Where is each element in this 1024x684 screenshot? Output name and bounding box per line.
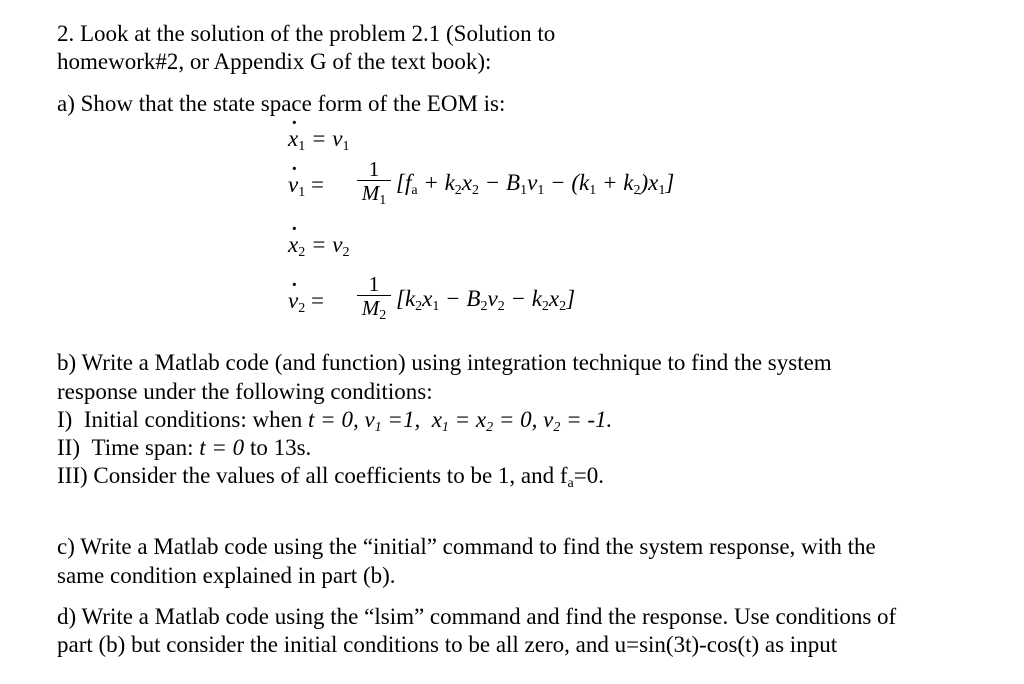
part-d-line-2: part (b) but consider the initial conditions to be all zero, and u=sin(3t)-cos(t) as input [57,632,838,657]
equation-1 [288,126,349,155]
part-a-text: a) Show that the state space form of the EOM is: [57,91,506,116]
part-b-line-1: b) Write a Matlab code (and function) using integration technique to find the system [57,350,832,375]
eq1-rhs: = $v_1$ [310,126,350,154]
part-b-condition-i: I) Initial conditions: when t = 0, $v_1 =1$, $x_1 = x_2 = 0$, $v_2 = -1$. [57,407,613,435]
equation-4: · $v_2$ = [288,288,324,317]
part-c-line-2: same condition explained in part (b). [57,563,396,588]
eq2-rhs: $[f_a + k_2x_2 - B_1v_1 - (k_1 + k_2)x_1]$ [396,170,675,198]
question-2-line-2: homework#2, or Appendix G of the text book): [57,49,492,74]
eq4-fraction: 1 $M_2$ [357,273,391,328]
eq4-rhs: $[k_2x_1 - B_2v_2 - k_2x_2]$ [396,286,576,314]
part-c-line-1: c) Write a Matlab code using the “initial” command to find the system response, with the [57,534,876,559]
eq1-lhs: · $x_1$ [288,126,305,155]
part-b-condition-iii: III) Consider the values of all coefficients to be 1, and $f_a=0$. [57,463,604,491]
part-b-line-2: response under the following conditions: [57,379,433,404]
question-2-line-1: 2. Look at the solution of the problem 2.1 (Solution to [57,21,556,46]
equation-3: · $x_2 = v_2$ [288,232,349,261]
part-b-condition-ii: II) Time span: t = 0 to 13s. [57,435,312,460]
eq2-fraction: 1 $M_1$ [357,158,391,213]
part-d-line-1: d) Write a Matlab code using the “lsim” command and find the response. Use conditions of [57,604,897,629]
equation-2: · $v_1$ = [288,172,324,201]
